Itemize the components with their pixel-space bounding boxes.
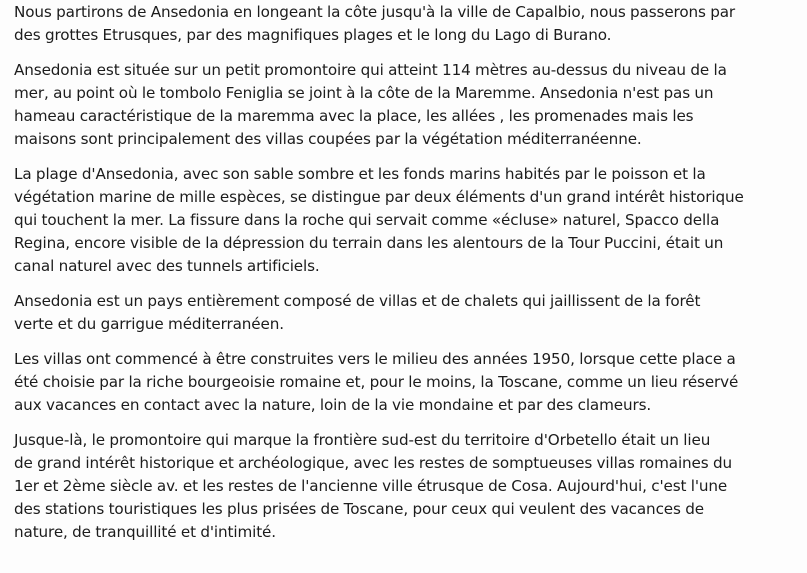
- paragraph-route: [14, 1, 804, 47]
- text-line: maisons sont principalement des villas coupées par la végétation méditerranéenne.: [14, 130, 642, 148]
- text-line: aux vacances en contact avec la nature, loin de la vie mondaine et par des clameurs.: [14, 396, 652, 414]
- paragraph-promontory: [14, 429, 804, 544]
- text-line: nature, de tranquillité et d'intimité.: [14, 523, 276, 541]
- text-line: La plage d'Ansedonia, avec son sable sombre et les fonds marins habités par le poisson et la: [14, 165, 706, 183]
- text-line: Ansedonia est un pays entièrement composé de villas et de chalets qui jaillissent de la forêt: [14, 292, 701, 310]
- text-line: des stations touristiques les plus prisées de Toscane, pour ceux qui veulent des vacances de: [14, 500, 704, 518]
- text-line: verte et du garrigue méditerranéen.: [14, 315, 284, 333]
- paragraph-beach: [14, 163, 804, 278]
- paragraph-villas-forest: [14, 290, 804, 336]
- text-line: Les villas ont commencé à être construites vers le milieu des années 1950, lorsque cette place a: [14, 350, 736, 368]
- text-line: canal naturel avec des tunnels artificiels.: [14, 257, 320, 275]
- text-line: qui touchent la mer. La fissure dans la roche qui servait comme «écluse» naturel, Spacco della: [14, 211, 720, 229]
- text-line: de grand intérêt historique et archéologique, avec les restes de somptueuses villas romaines du: [14, 454, 732, 472]
- text-line: Jusque-là, le promontoire qui marque la frontière sud-est du territoire d'Orbetello était un lieu: [14, 431, 711, 449]
- paragraph-location: [14, 59, 804, 151]
- text-line: 1er et 2ème siècle av. et les restes de l'ancienne ville étrusque de Cosa. Aujourd'hui, c'est l'une: [14, 477, 728, 495]
- text-line: été choisie par la riche bourgeoisie romaine et, pour le moins, la Toscane, comme un lieu réservé: [14, 373, 739, 391]
- text-line: hameau caractéristique de la maremma avec la place, les allées , les promenades mais les: [14, 107, 694, 125]
- text-line: des grottes Etrusques, par des magnifiques plages et le long du Lago di Burano.: [14, 26, 612, 44]
- paragraph-history-villas: [14, 348, 804, 417]
- text-line: Ansedonia est située sur un petit promontoire qui atteint 114 mètres au-dessus du niveau de la: [14, 61, 727, 79]
- text-line: mer, au point où le tombolo Feniglia se joint à la côte de la Maremme. Ansedonia n'est pas un: [14, 84, 714, 102]
- text-line: végétation marine de mille espèces, se distingue par deux éléments d'un grand intérêt historique: [14, 188, 744, 206]
- text-line: Nous partirons de Ansedonia en longeant la côte jusqu'à la ville de Capalbio, nous passerons par: [14, 3, 736, 21]
- text-line: Regina, encore visible de la dépression du terrain dans les alentours de la Tour Puccini, était un: [14, 234, 724, 252]
